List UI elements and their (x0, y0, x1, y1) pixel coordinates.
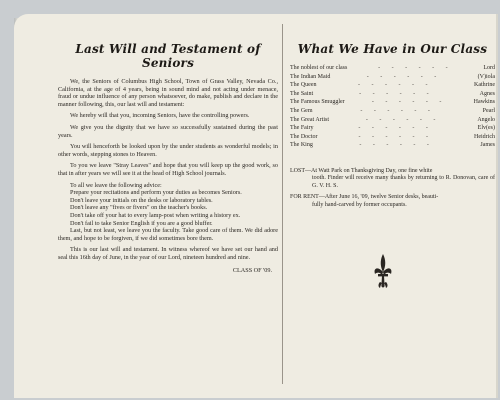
leader-dashes: - - - - - - (358, 82, 433, 89)
rent-notice-line1: FOR RENT—After June 16, '09, twelve Senior desks, beauti- (290, 194, 439, 201)
class-title: What We Have in Our Class (297, 42, 488, 56)
will-paragraph: We give you the dignity that we have so successfully sustained during the past years. (58, 123, 278, 139)
leader-dashes: - - - - - - (359, 90, 434, 97)
column-divider (282, 24, 283, 384)
list-item (290, 64, 495, 73)
role-label: The noblest of our class (290, 65, 348, 71)
list-item (290, 141, 495, 150)
member-name: (V)iola (477, 73, 495, 80)
lost-notice-line1: LOST—At Watt Park on Thanksgiving Day, one fine white (290, 167, 433, 174)
advice-intro: To all we leave the following advice: (70, 181, 162, 189)
will-column (58, 40, 278, 274)
advice-item: Don't leave any "fives or fivers" on the teacher's books. (70, 204, 208, 212)
member-name: Agnes (479, 90, 495, 97)
leader-dashes: - - - - - - (366, 73, 442, 80)
member-name: James (480, 142, 495, 149)
leader-dashes: - - - - - - (371, 99, 447, 106)
rent-notice (290, 194, 495, 209)
role-label: The Doctor (290, 133, 318, 140)
leader-dashes: - - - - - - (359, 142, 434, 149)
role-label: The Queen (290, 82, 317, 89)
will-paragraph: You will henceforth be looked upon by the under students as wonderful models; in other words, stepping stones to Heaven. (58, 143, 278, 158)
list-item (290, 98, 495, 107)
role-label: The King (290, 142, 313, 149)
advice-item: Don't fail to take Senior English if you are a good bluffer. (70, 219, 213, 227)
will-closing: This is our last will and testament. In witness whereof we have set our hand and seal this 16th day of June, in the year of our Lord, nineteen hundred and nine. (58, 246, 278, 261)
member-name: Angelo (477, 116, 495, 123)
advice-item: Prepare your recitations and perform your duties as becomes Seniors. (70, 189, 242, 197)
advice-item: Don't take off your hat to every lamp-post when writing a history ex. (70, 211, 241, 219)
fleur-de-lis-icon (372, 252, 394, 292)
member-name: Heidrich (474, 133, 495, 140)
lost-notice (290, 168, 495, 190)
leader-dashes: - - - - - - (360, 107, 435, 114)
member-name: Elv(es) (477, 125, 495, 132)
role-label: The Great Artist (290, 116, 329, 123)
member-name: Hawkins (473, 99, 495, 106)
will-paragraph: We hereby will that you, incoming Seniors, have the controlling powers. (70, 112, 250, 120)
leader-dashes: - - - - - - (358, 133, 433, 140)
list-item (290, 90, 495, 99)
role-label: The Fairy (290, 125, 314, 132)
member-name: Lord (483, 65, 495, 71)
list-item (290, 81, 495, 90)
lost-notice-line2: tooth. Finder will receive many thanks by returning to R. Donovan, care of G. V. H. S. (312, 175, 495, 189)
role-label: The Saint (290, 90, 314, 97)
will-paragraph: We, the Seniors of Columbus High School, Town of Grass Valley, Nevada Co., California, at the age of 4 years, being in sound mind and not acting under menace, fraud or undue influence of any person whatsoever, do make, publish and declare in the manner following, this, our last will and testament: (58, 78, 278, 108)
list-item (290, 133, 495, 142)
list-item (290, 73, 495, 82)
class-column (290, 40, 495, 209)
advice-item: Don't leave your initials on the desks or laboratory tables. (70, 196, 213, 204)
leader-dashes: - - - - - - (358, 125, 433, 132)
signature: CLASS OF '09. (232, 267, 272, 275)
member-name: Pearl (482, 107, 495, 114)
role-label: The Gem (290, 107, 313, 114)
role-label: The Indian Maid (290, 73, 331, 80)
class-list (290, 64, 495, 150)
leader-dashes: - - - - - - (378, 65, 453, 71)
will-title: Last Will and Testament of Seniors (75, 42, 261, 70)
list-item (290, 107, 495, 116)
advice-item: Last, but not least, we leave you the faculty. Take good care of them. We did adore them, and hope to be forgiven, if we did sometimes bore them. (58, 227, 278, 242)
rent-notice-line2: fully hand-carved by former occupants. (312, 201, 407, 208)
list-item (290, 116, 495, 125)
list-item (290, 124, 495, 133)
will-paragraph: To you we leave "Stray Leaves" and hope that you will keep up the good work, so that in after years we will see it at the head of High School journals. (58, 162, 278, 177)
role-label: The Famous Smuggler (290, 99, 345, 106)
member-name: Kathrine (474, 82, 495, 89)
leader-dashes: - - - - - - (365, 116, 441, 123)
